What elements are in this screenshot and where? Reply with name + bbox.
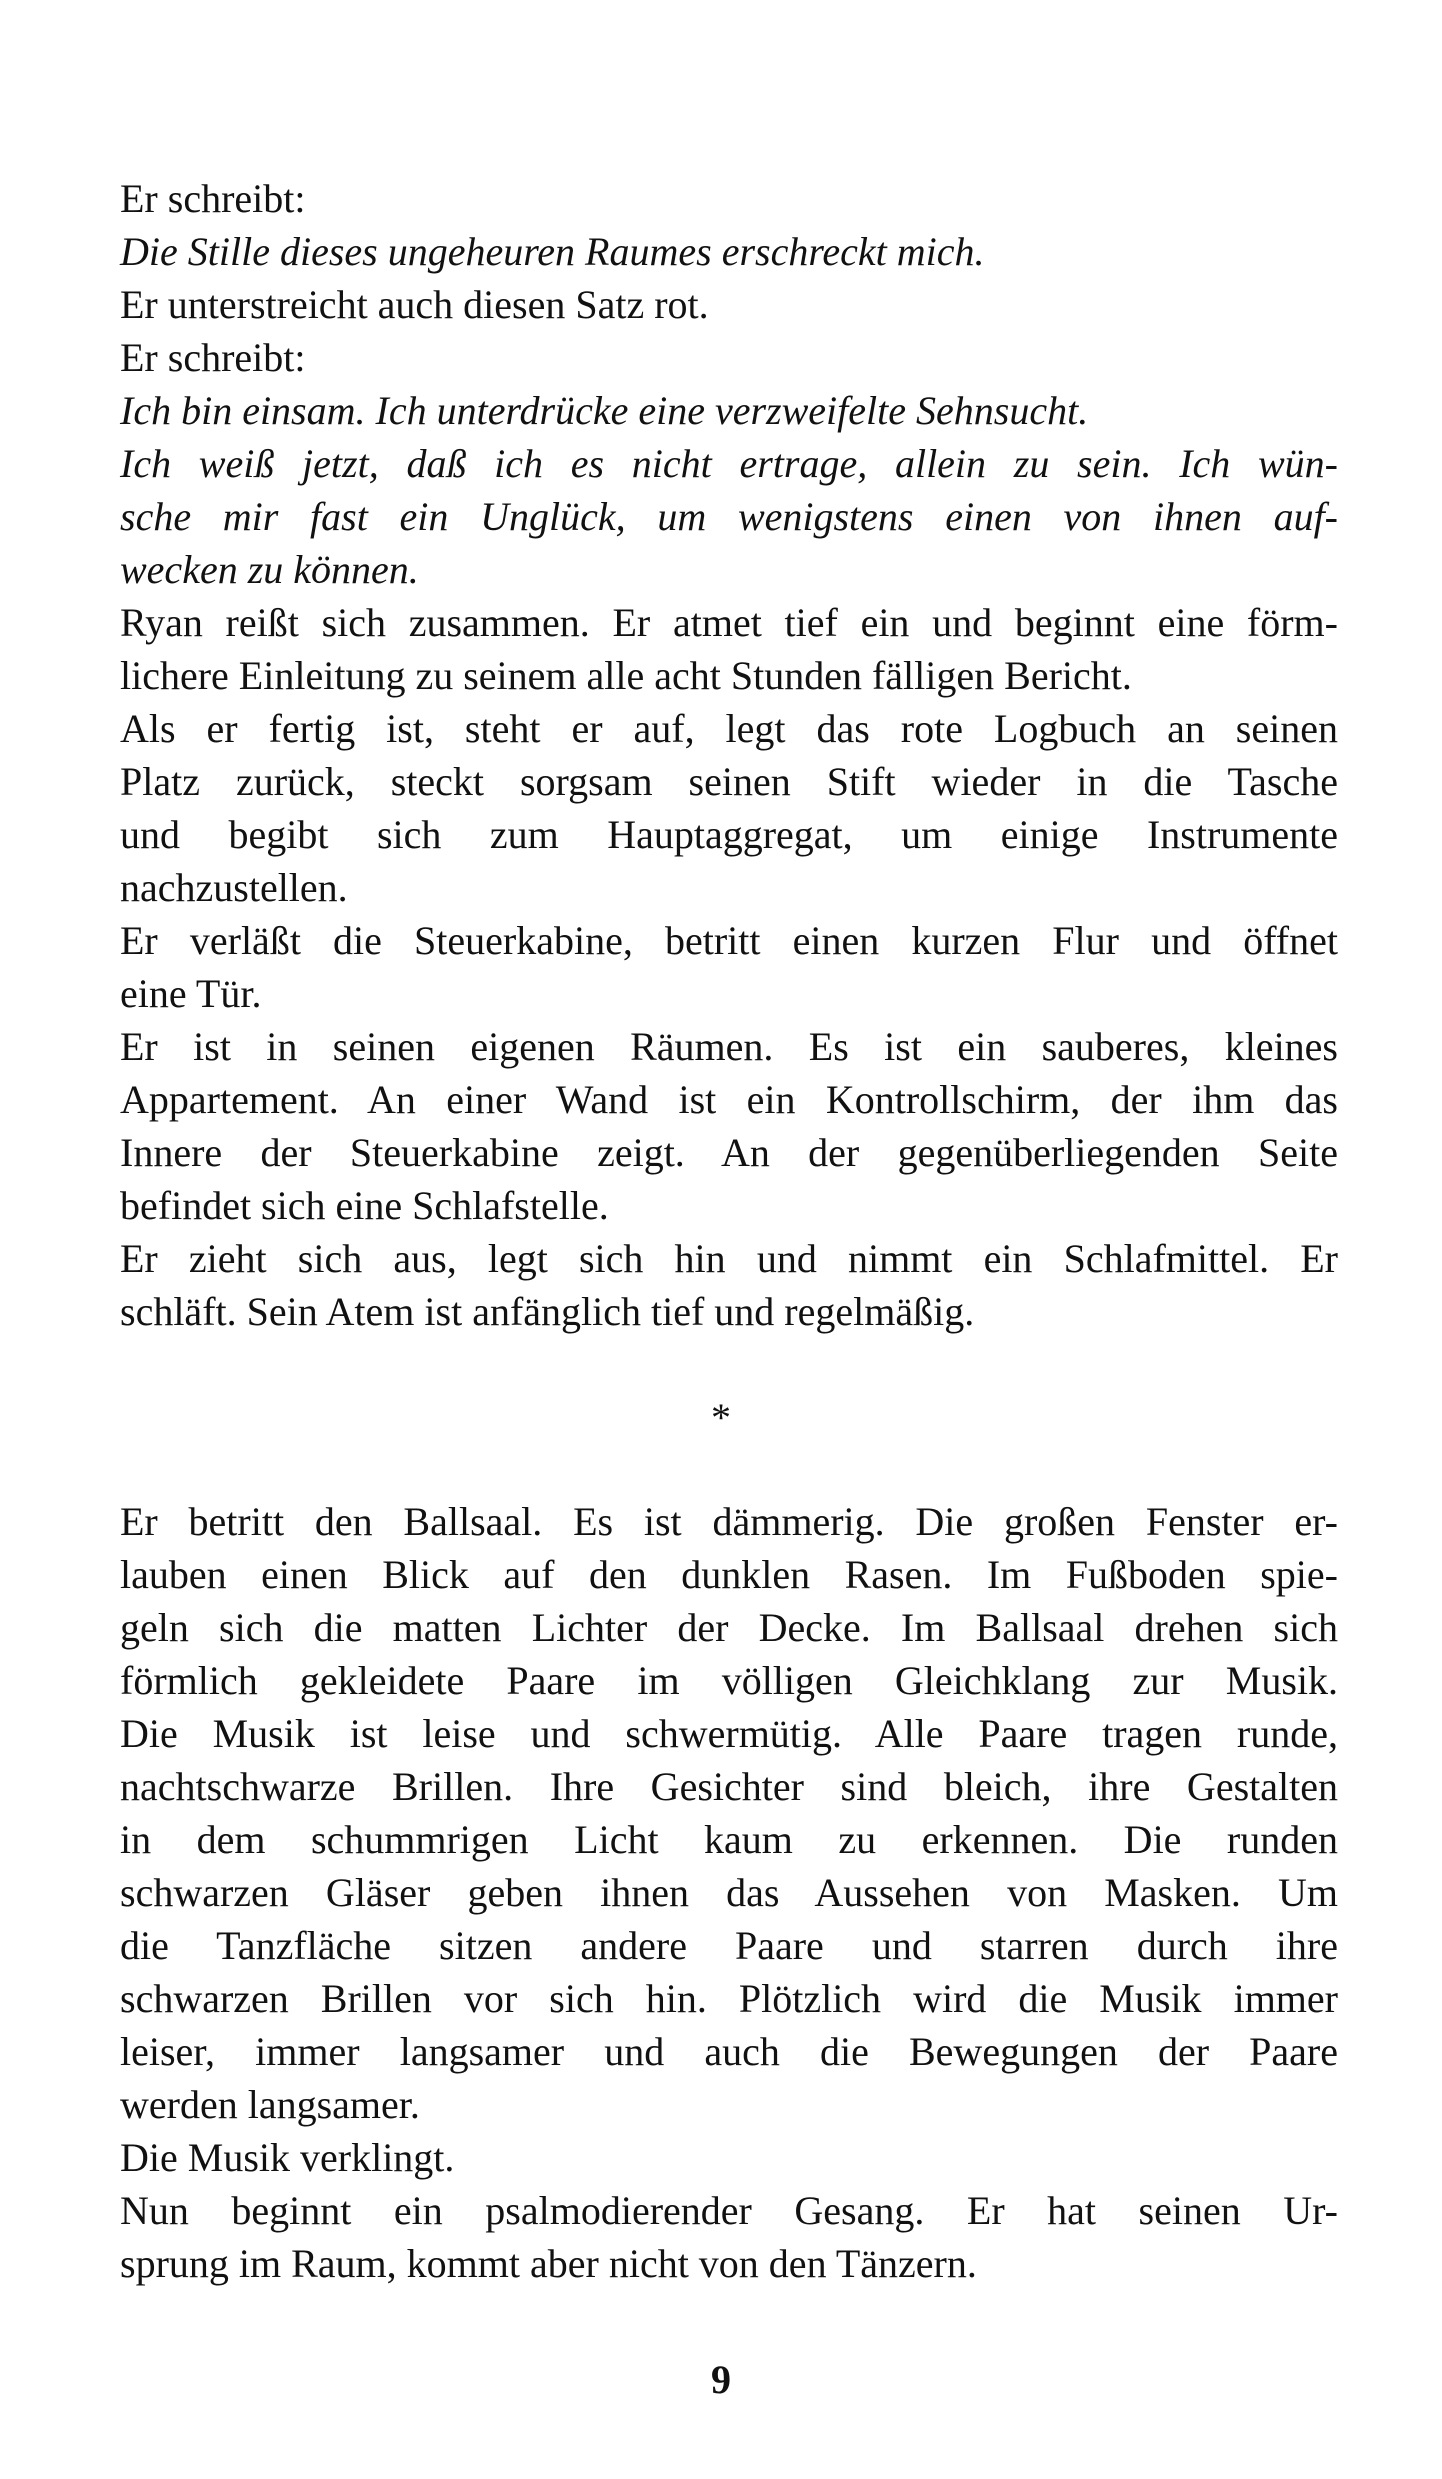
text-line: sche mir fast ein Unglück, um wenigstens einen von ihnen auf- bbox=[120, 494, 1338, 539]
text-line: wecken zu können. bbox=[120, 547, 419, 592]
page-number: 9 bbox=[711, 2357, 731, 2402]
text-line: Er ist in seinen eigenen Räumen. Es ist ein sauberes, kleines bbox=[120, 1024, 1338, 1069]
text-line: Die Stille dieses ungeheuren Raumes erschreckt mich. bbox=[120, 229, 985, 274]
text-line: Ich bin einsam. Ich unterdrücke eine verzweifelte Sehnsucht. bbox=[120, 388, 1089, 433]
text-line: Ryan reißt sich zusammen. Er atmet tief ein und beginnt eine förm- bbox=[120, 600, 1338, 645]
text-line: Er schreibt: bbox=[120, 176, 306, 221]
text-line: geln sich die matten Lichter der Decke. Im Ballsaal drehen sich bbox=[120, 1605, 1338, 1650]
text-line: Die Musik verklingt. bbox=[120, 2135, 455, 2180]
text-line: schwarzen Gläser geben ihnen das Aussehen von Masken. Um bbox=[120, 1870, 1338, 1915]
text-line: nachzustellen. bbox=[120, 865, 348, 910]
text-line: und begibt sich zum Hauptaggregat, um einige Instrumente bbox=[120, 812, 1338, 857]
text-line: lauben einen Blick auf den dunklen Rasen. Im Fußboden spie- bbox=[120, 1552, 1338, 1597]
text-line: die Tanzfläche sitzen andere Paare und starren durch ihre bbox=[120, 1923, 1338, 1968]
text-line: Ich weiß jetzt, daß ich es nicht ertrage, allein zu sein. Ich wün- bbox=[120, 441, 1338, 486]
text-line: Er unterstreicht auch diesen Satz rot. bbox=[120, 282, 709, 327]
text-line: Als er fertig ist, steht er auf, legt das rote Logbuch an seinen bbox=[120, 706, 1338, 751]
text-line: schwarzen Brillen vor sich hin. Plötzlich wird die Musik immer bbox=[120, 1976, 1338, 2021]
text-line: lichere Einleitung zu seinem alle acht Stunden fälligen Bericht. bbox=[120, 653, 1132, 698]
text-line: Er betritt den Ballsaal. Es ist dämmerig. Die großen Fenster er- bbox=[120, 1499, 1338, 1544]
section-separator: * bbox=[711, 1395, 731, 1440]
text-line: nachtschwarze Brillen. Ihre Gesichter sind bleich, ihre Gestalten bbox=[120, 1764, 1338, 1809]
text-line: Appartement. An einer Wand ist ein Kontrollschirm, der ihm das bbox=[120, 1077, 1338, 1122]
text-line: Er verläßt die Steuerkabine, betritt einen kurzen Flur und öffnet bbox=[120, 918, 1338, 963]
text-line: leiser, immer langsamer und auch die Bewegungen der Paare bbox=[120, 2029, 1338, 2074]
text-line: eine Tür. bbox=[120, 971, 262, 1016]
text-line: befindet sich eine Schlafstelle. bbox=[120, 1183, 609, 1228]
text-line: Innere der Steuerkabine zeigt. An der gegenüberliegenden Seite bbox=[120, 1130, 1338, 1175]
text-line: werden langsamer. bbox=[120, 2082, 420, 2127]
text-line: Er zieht sich aus, legt sich hin und nimmt ein Schlafmittel. Er bbox=[120, 1236, 1338, 1281]
text-line: Platz zurück, steckt sorgsam seinen Stift wieder in die Tasche bbox=[120, 759, 1338, 804]
text-line: in dem schummrigen Licht kaum zu erkennen. Die runden bbox=[120, 1817, 1338, 1862]
text-line: Er schreibt: bbox=[120, 335, 306, 380]
text-line: sprung im Raum, kommt aber nicht von den Tänzern. bbox=[120, 2241, 977, 2286]
text-line: schläft. Sein Atem ist anfänglich tief und regelmäßig. bbox=[120, 1289, 975, 1334]
text-block-1 bbox=[120, 172, 1338, 1338]
text-line: förmlich gekleidete Paare im völligen Gleichklang zur Musik. bbox=[120, 1658, 1338, 1703]
text-block-2 bbox=[120, 1495, 1338, 2290]
text-line: Die Musik ist leise und schwermütig. Alle Paare tragen runde, bbox=[120, 1711, 1338, 1756]
text-line: Nun beginnt ein psalmodierender Gesang. Er hat seinen Ur- bbox=[120, 2188, 1338, 2233]
